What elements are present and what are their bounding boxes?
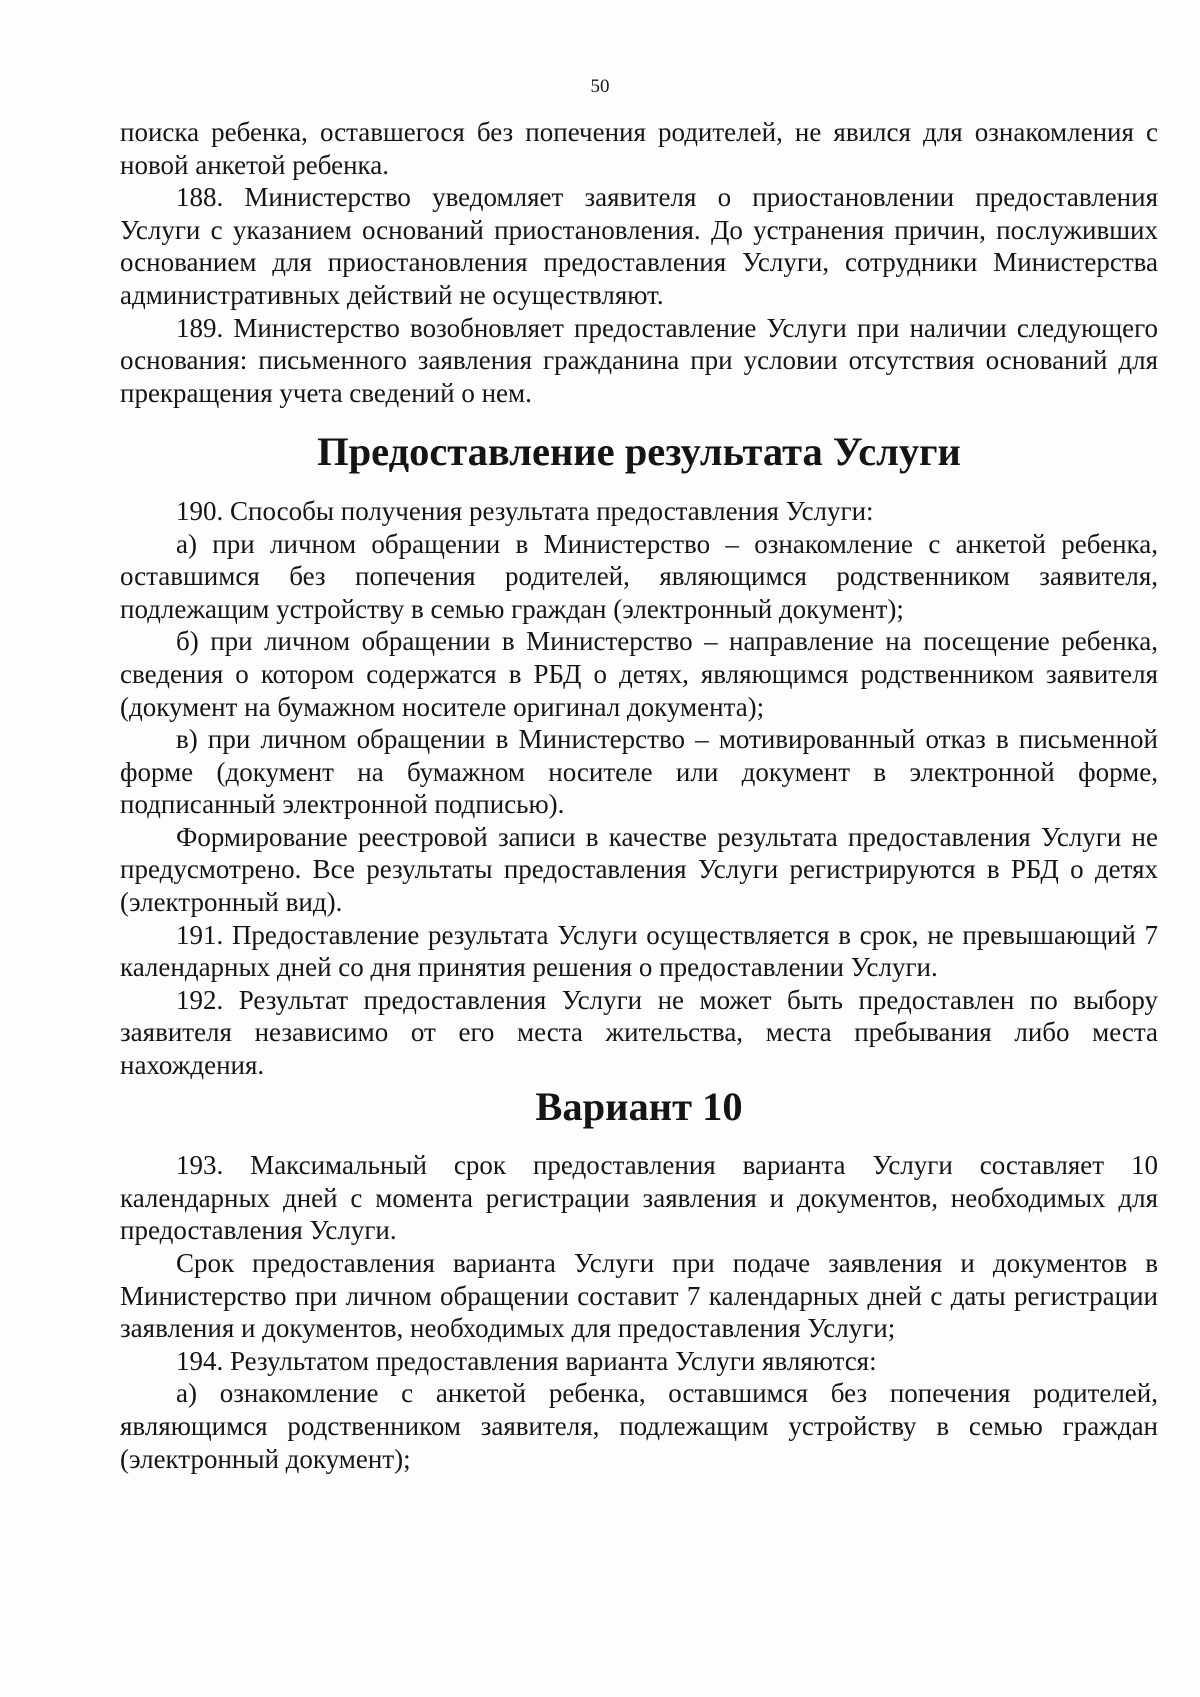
paragraph-term-note: Срок предоставления варианта Услуги при подаче заявления и документов в Министерство при личном обращении составит 7 календарных дней с даты регистрации заявления и документов, необходимых для предоставления Услуги;	[120, 1248, 1158, 1344]
paragraph-190-v: в) при личном обращении в Министерство – мотивированный отказ в письменной форме (документ на бумажном носителе или документ в электронной форме, подписанный электронной подписью).	[120, 724, 1158, 820]
paragraph-continuation: поиска ребенка, оставшегося без попечения родителей, не явился для ознакомления с новой анкетой ребенка.	[120, 117, 1158, 180]
paragraph-registry-note: Формирование реестровой записи в качестве результата предоставления Услуги не предусмотрено. Все результаты предоставления Услуги регистрируются в РБД о детях (электронный вид).	[120, 821, 1158, 918]
paragraph-194: 194. Результатом предоставления варианта Услуги являются:	[176, 1345, 877, 1376]
paragraph-191: 191. Предоставление результата Услуги осуществляется в срок, не превышающий 7 календарных дней со дня принятия решения о предоставлении Услуги.	[120, 919, 1158, 983]
paragraph-189: 189. Министерство возобновляет предоставление Услуги при наличии следующего основания: письменного заявления гражданина при условии отсутствия оснований для прекращения учета сведений о нем.	[120, 312, 1158, 408]
document-body	[120, 116, 1158, 1475]
paragraph-193: 193. Максимальный срок предоставления варианта Услуги составляет 10 календарных дней с момента регистрации заявления и документов, необходимых для предоставления Услуги.	[120, 1150, 1158, 1246]
section-heading-result: Предоставление результата Услуги	[317, 429, 961, 475]
paragraph-190: 190. Способы получения результата предоставления Услуги:	[176, 495, 874, 526]
paragraph-190-b: б) при личном обращении в Министерство – направление на посещение ребенка, сведения о котором содержатся в РБД о детях, являющимся родственником заявителя (документ на бумажном носителе оригинал документа);	[120, 626, 1158, 722]
paragraph-190-a: а) при личном обращении в Министерство – ознакомление с анкетой ребенка, оставшимся без попечения родителей, являющимся родственником заявителя, подлежащим устройству в семью граждан (электронный документ);	[120, 528, 1158, 624]
paragraph-188: 188. Министерство уведомляет заявителя о приостановлении предоставления Услуги с указанием оснований приостановления. До устранения причин, послуживших основанием для приостановления предоставления Услуги, сотрудники Министерства административных действий не осуществляют.	[120, 182, 1158, 310]
section-heading-variant-10: Вариант 10	[535, 1083, 743, 1129]
paragraph-194-a: а) ознакомление с анкетой ребенка, оставшимся без попечения родителей, являющимся родственником заявителя, подлежащим устройству в семью граждан (электронный документ);	[120, 1378, 1158, 1474]
paragraph-192: 192. Результат предоставления Услуги не может быть предоставлен по выбору заявителя независимо от его места жительства, места пребывания либо места нахождения.	[120, 984, 1158, 1081]
page-number: 50	[590, 76, 610, 97]
